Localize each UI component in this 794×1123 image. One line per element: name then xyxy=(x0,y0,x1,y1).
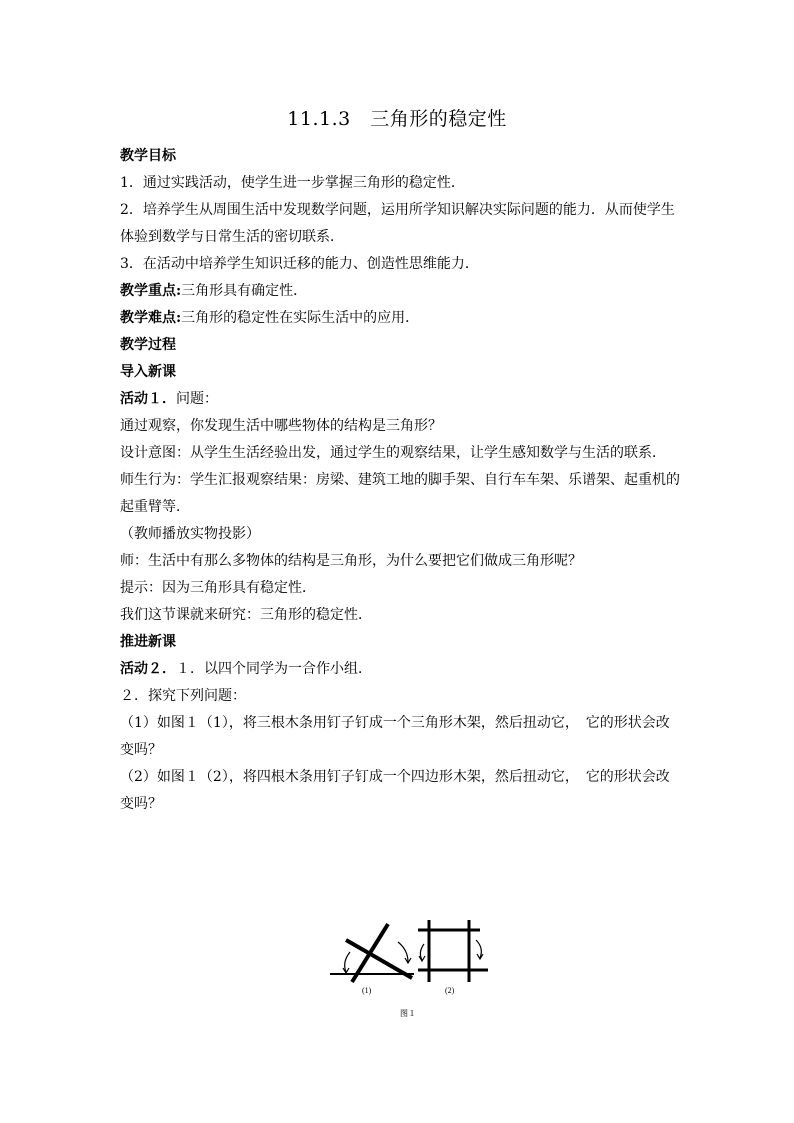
advance-line-1: ２．探究下列问题： xyxy=(120,688,246,704)
difficult-point-text: 三角形的稳定性在实际生活中的应用． xyxy=(181,310,420,326)
figure-caption: 图１ xyxy=(400,1009,416,1018)
intro-line-5: 师：生活中有那么多物体的结构是三角形，为什么要把它们做成三角形呢？ xyxy=(120,553,582,569)
intro-line-4: （教师播放实物投影） xyxy=(120,526,260,542)
intro-line-1: 通过观察，你发现生活中哪些物体的结构是三角形？ xyxy=(120,418,442,434)
intro-heading: 导入新课 xyxy=(120,364,176,380)
figure-label-2: (2) xyxy=(445,986,455,995)
activity-1-label: 活动１． xyxy=(120,391,176,407)
advance-line-2: （1）如图１（1），将三根木条用钉子钉成一个三角形木架，然后扭动它， 它的形状会改变吗？ xyxy=(120,715,670,758)
activity-2-text: １．以四个同学为一合作小组． xyxy=(176,661,372,677)
figure-1-drawing xyxy=(328,918,498,1028)
objective-item-2: 2．培养学生从周围生活中发现数学问题，运用所学知识解决实际问题的能力．从而使学生体验到数学与日常生活的密切联系． xyxy=(120,202,675,245)
difficult-point xyxy=(120,305,680,332)
activity-1 xyxy=(120,386,680,413)
activity-2-label: 活动２． xyxy=(120,661,176,677)
advance-line-3: （2）如图１（2），将四根木条用钉子钉成一个四边形木架，然后扭动它， 它的形状会改变吗？ xyxy=(120,769,670,812)
objective-item-1: 1．通过实践活动，使学生进一步掌握三角形的稳定性． xyxy=(120,175,465,191)
intro-line-7: 我们这节课就来研究：三角形的稳定性． xyxy=(120,607,372,623)
intro-line-6: 提示：因为三角形具有稳定性． xyxy=(120,580,316,596)
advance-heading: 推进新课 xyxy=(120,634,176,650)
quadrilateral-frame-illustration xyxy=(418,920,488,982)
key-point-label: 教学重点: xyxy=(120,283,182,299)
objective-item-3: 3．在活动中培养学生知识迁移的能力、创造性思维能力． xyxy=(120,256,479,272)
activity-2 xyxy=(120,656,680,683)
activity-1-text: 问题： xyxy=(176,391,218,407)
triangle-frame-illustration xyxy=(330,924,414,982)
page-title: 11.1.3 三角形的稳定性 xyxy=(287,108,507,130)
key-point xyxy=(120,278,680,305)
figure-label-1: (1) xyxy=(362,986,372,995)
figure-1 xyxy=(328,918,498,1028)
key-point-text: 三角形具有确定性． xyxy=(181,283,308,299)
document-body xyxy=(120,143,680,818)
intro-line-2: 设计意图：从学生生活经验出发，通过学生的观察结果，让学生感知数学与生活的联系． xyxy=(120,445,666,461)
intro-line-3: 师生行为：学生汇报观察结果：房梁、建筑工地的脚手架、自行车车架、乐谱架、起重机的起重臂等． xyxy=(120,472,680,515)
objectives-heading: 教学目标 xyxy=(120,148,176,164)
process-heading: 教学过程 xyxy=(120,337,176,353)
difficult-point-label: 教学难点: xyxy=(120,310,182,326)
